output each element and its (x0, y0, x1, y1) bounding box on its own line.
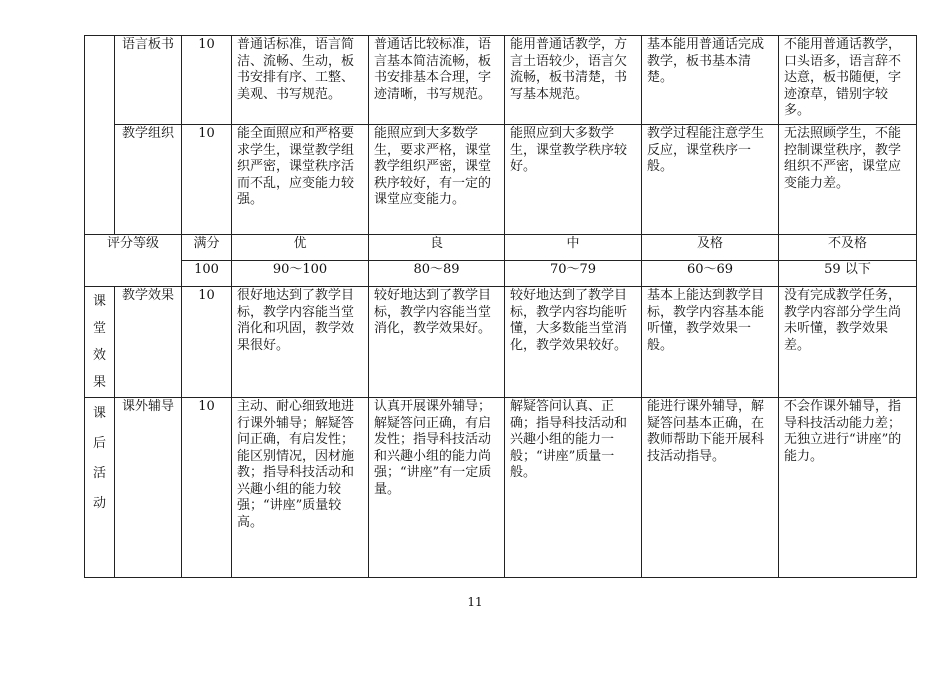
criteria-excellent: 主动、耐心细致地进行课外辅导；解疑答问正确，有启发性；能区别情况，因材施教；指导科技活动和兴趣小组的能力较强；“讲座”质量较高。 (232, 398, 369, 578)
table-row (85, 36, 917, 125)
item-score: 10 (182, 125, 232, 235)
criteria-good: 能照应到大多数学生，要求严格，课堂教学组织严密，课堂秩序较好，有一定的课堂应变能力。 (369, 125, 505, 235)
grading-range-row (85, 261, 917, 287)
criteria-fail: 不能用普通话教学，口头语多，语言辞不达意，板书随便，字迹潦草，错别字较多。 (779, 36, 917, 125)
criteria-pass: 能进行课外辅导，解疑答问基本正确，在教师帮助下能开展科技活动指导。 (642, 398, 779, 578)
criteria-medium: 能照应到大多数学生，课堂教学秩序较好。 (505, 125, 642, 235)
group-label-classroom-effect: 课 堂 效 果 (85, 287, 115, 398)
level-range: 80～89 (369, 261, 505, 287)
level-range: 90～100 (232, 261, 369, 287)
level-range: 60～69 (642, 261, 779, 287)
criteria-fail: 无法照顾学生，不能控制课堂秩序，教学组织不严密，课堂应变能力差。 (779, 125, 917, 235)
criteria-medium: 解疑答问认真、正确；指导科技活动和兴趣小组的能力一般；“讲座”质量一般。 (505, 398, 642, 578)
criteria-excellent: 能全面照应和严格要求学生，课堂教学组织严密，课堂秩序活而不乱，应变能力较强。 (232, 125, 369, 235)
group-label-after-class: 课 后 活 动 (85, 398, 115, 578)
level-label: 良 (369, 235, 505, 261)
criteria-pass: 基本上能达到教学目标，教学内容基本能听懂，教学效果一般。 (642, 287, 779, 398)
group-cell-empty (85, 36, 115, 235)
item-score: 10 (182, 36, 232, 125)
criteria-excellent: 很好地达到了教学目标，教学内容能当堂消化和巩固，教学效果很好。 (232, 287, 369, 398)
table-row (85, 125, 917, 235)
level-range: 70～79 (505, 261, 642, 287)
criteria-good: 认真开展课外辅导；解疑答问正确，有启发性；指导科技活动和兴趣小组的能力尚强；“讲座”有一定质量。 (369, 398, 505, 578)
table-row (85, 398, 917, 578)
full-score-value: 100 (182, 261, 232, 287)
criteria-medium: 能用普通话教学，方言土语较少，语言欠流畅，板书清楚，书写基本规范。 (505, 36, 642, 125)
criteria-fail: 没有完成教学任务，教学内容部分学生尚未听懂，教学效果差。 (779, 287, 917, 398)
criteria-pass: 教学过程能注意学生反应，课堂秩序一般。 (642, 125, 779, 235)
item-score: 10 (182, 398, 232, 578)
evaluation-table (84, 35, 917, 578)
table-row (85, 287, 917, 398)
full-score-label: 满分 (182, 235, 232, 261)
level-label: 中 (505, 235, 642, 261)
item-name: 教学组织 (115, 125, 182, 235)
criteria-medium: 较好地达到了教学目标，教学内容均能听懂，大多数能当堂消化，教学效果较好。 (505, 287, 642, 398)
criteria-fail: 不会作课外辅导，指导科技活动能力差；无独立进行“讲座”的能力。 (779, 398, 917, 578)
criteria-good: 较好地达到了教学目标，教学内容能当堂消化，教学效果好。 (369, 287, 505, 398)
level-label: 不及格 (779, 235, 917, 261)
item-name: 语言板书 (115, 36, 182, 125)
criteria-good: 普通话比较标准，语言基本简洁流畅，板书安排基本合理，字迹清晰，书写规范。 (369, 36, 505, 125)
page-number: 11 (467, 595, 483, 609)
item-name: 课外辅导 (115, 398, 182, 578)
criteria-pass: 基本能用普通话完成教学，板书基本清楚。 (642, 36, 779, 125)
level-range: 59 以下 (779, 261, 917, 287)
criteria-excellent: 普通话标准，语言简洁、流畅、生动，板书安排有序、工整、美观、书写规范。 (232, 36, 369, 125)
item-score: 10 (182, 287, 232, 398)
grading-header-row (85, 235, 917, 261)
grading-label: 评分等级 (85, 235, 182, 287)
item-name: 教学效果 (115, 287, 182, 398)
level-label: 优 (232, 235, 369, 261)
level-label: 及格 (642, 235, 779, 261)
